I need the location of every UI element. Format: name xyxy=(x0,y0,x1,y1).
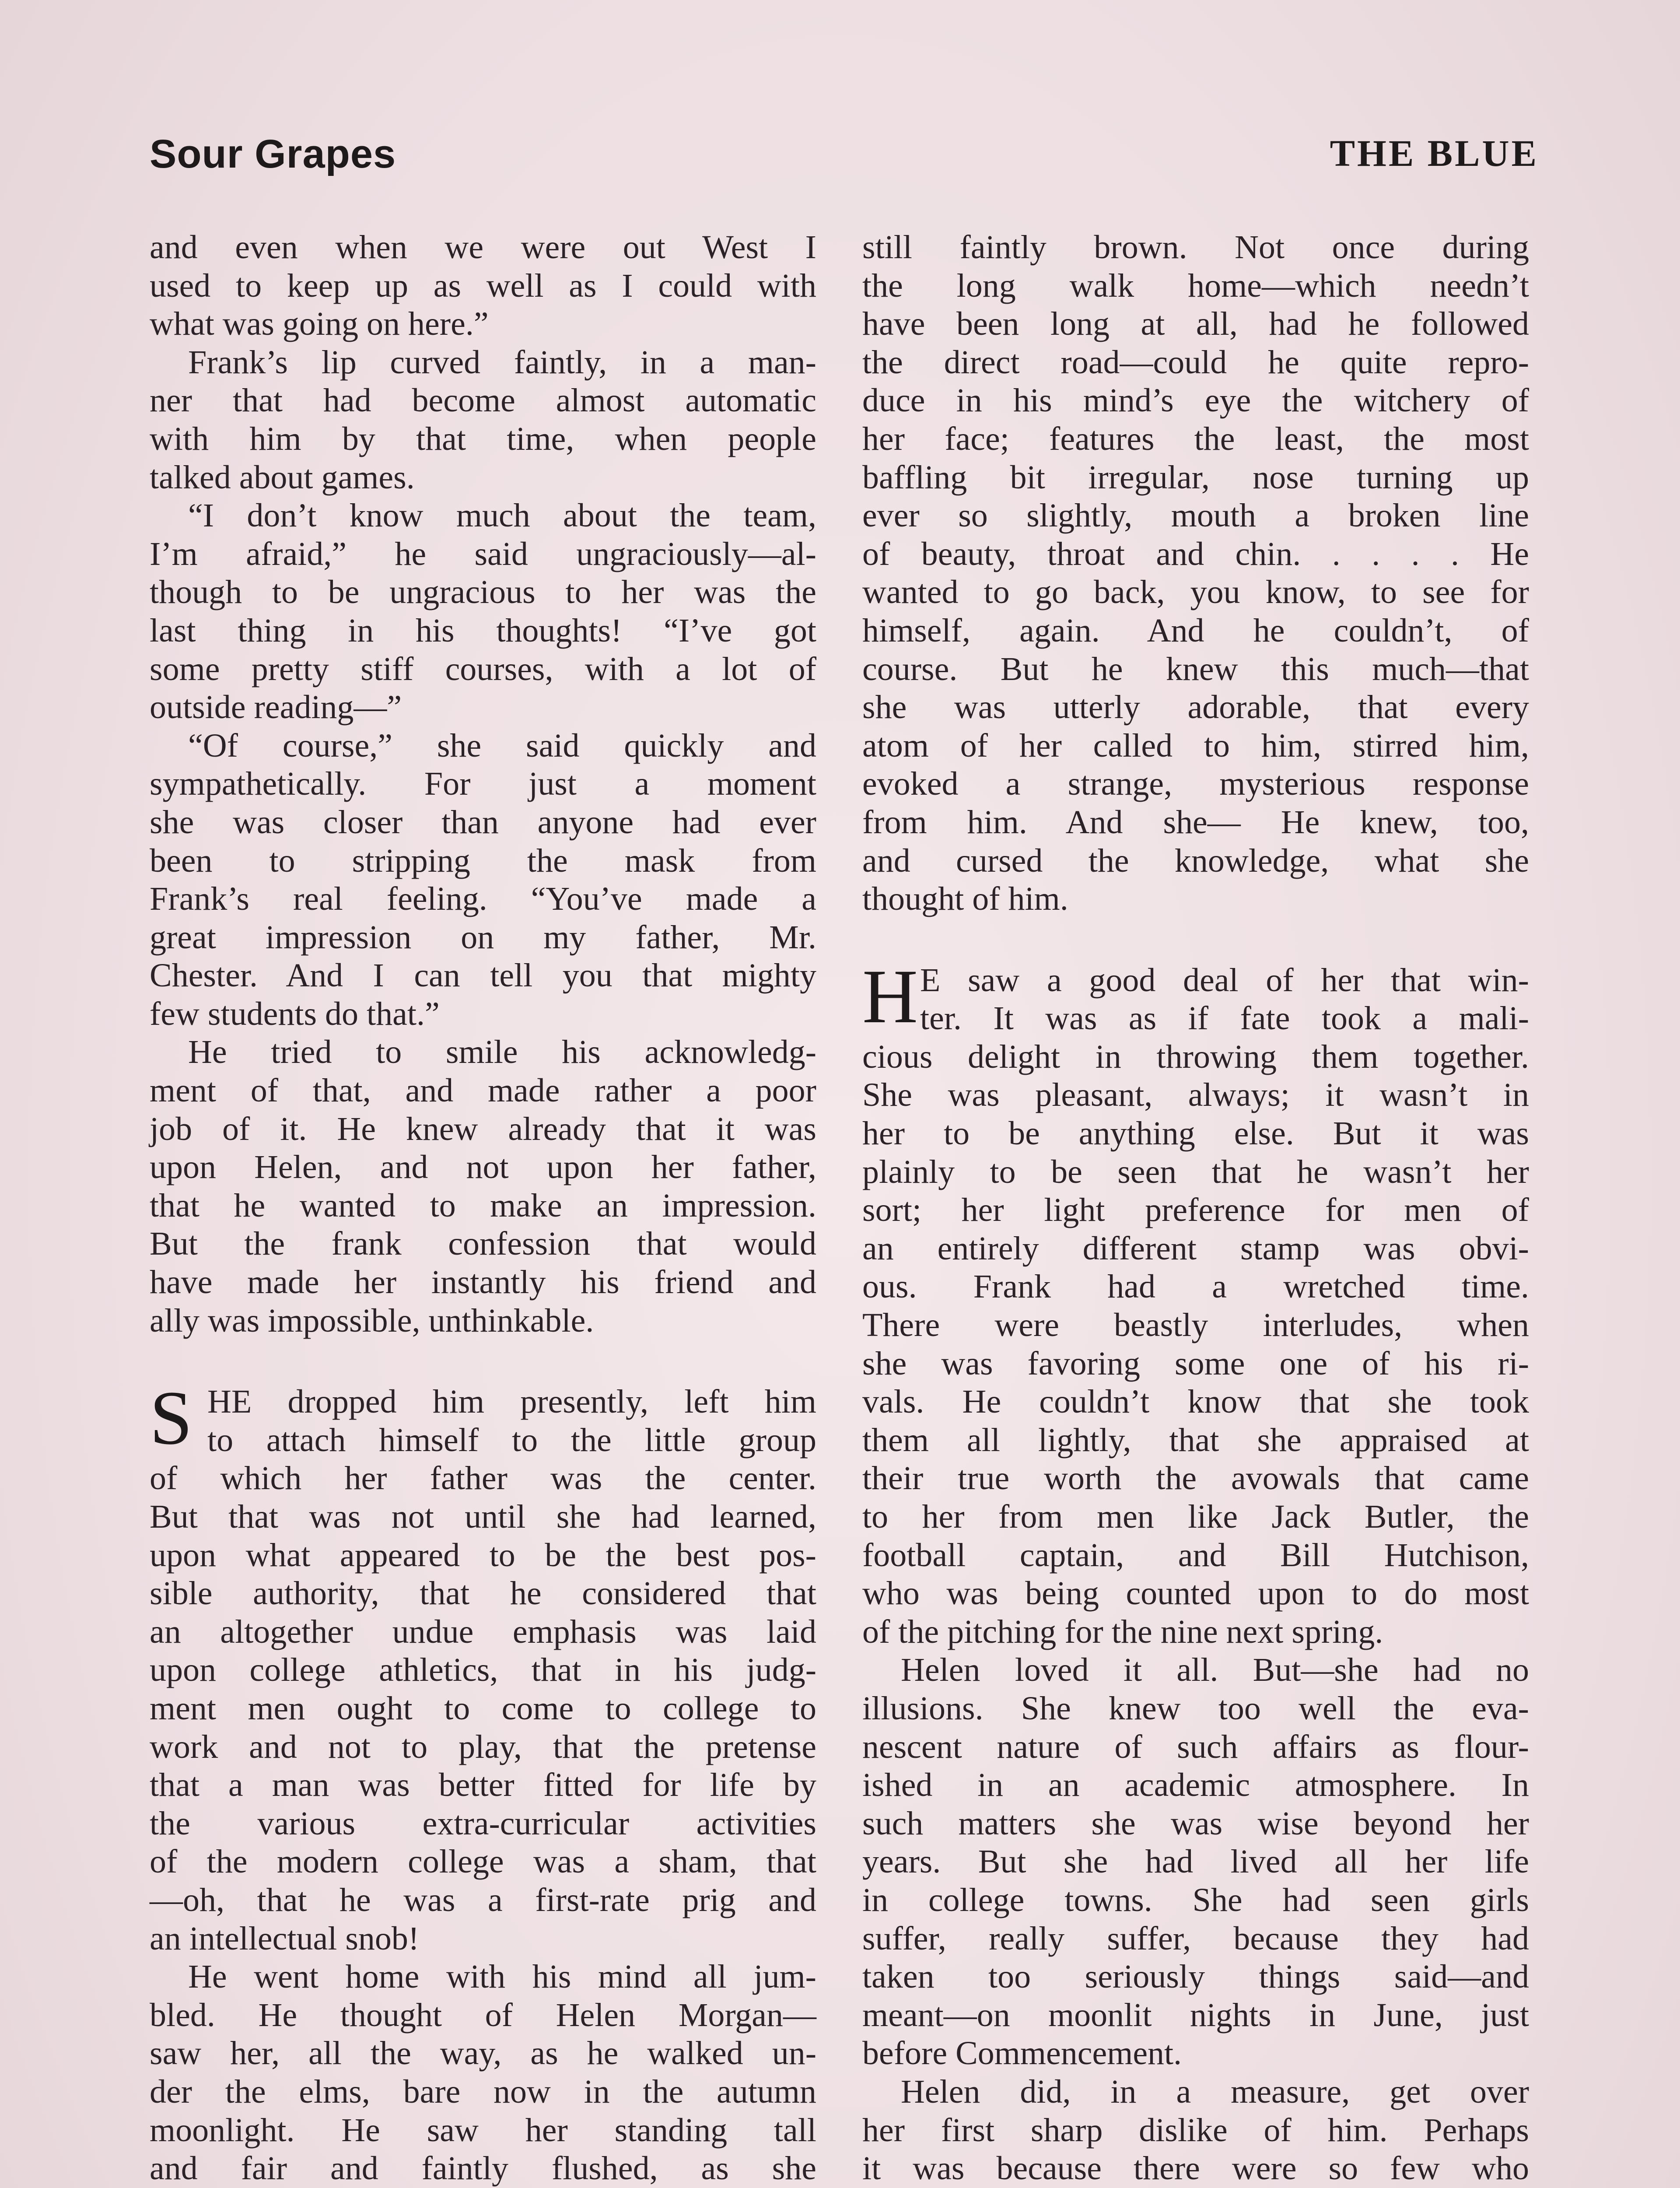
text-line: her first sharp dislike of him. Perhaps xyxy=(862,2111,1529,2149)
text-line: saw her, all the way, as he walked un- xyxy=(150,2035,816,2072)
text-line: them all lightly, that she appraised at xyxy=(862,1421,1529,1459)
text-line: But that was not until she had learned, xyxy=(150,1498,816,1535)
text-line: who was being counted upon to do most xyxy=(862,1575,1529,1612)
text-line: She was pleasant, always; it wasn’t in xyxy=(862,1076,1529,1114)
text-line: evoked a strange, mysterious response xyxy=(862,765,1529,803)
text-line: her to be anything else. But it was xyxy=(862,1115,1529,1152)
text-line: such matters she was wise beyond her xyxy=(862,1805,1529,1842)
text-line: E saw a good deal of her that win- xyxy=(920,961,1529,999)
text-line: He tried to smile his acknowledg- xyxy=(188,1034,816,1071)
text-line: and fair and faintly flushed, as she xyxy=(150,2150,816,2187)
text-line: He went home with his mind all jum- xyxy=(188,1958,816,1995)
text-line: been to stripping the mask from xyxy=(150,842,816,879)
text-line: an intellectual snob! xyxy=(150,1920,420,1957)
text-line: talked about games. xyxy=(150,459,415,496)
drop-cap-s: S xyxy=(150,1375,192,1461)
text-line: sympathetically. For just a moment xyxy=(150,765,816,803)
text-line: sort; her light preference for men of xyxy=(862,1192,1529,1229)
right-column-part-1 xyxy=(862,228,1529,919)
text-line: that he wanted to make an impression. xyxy=(150,1187,816,1224)
text-line: nescent nature of such affairs as flour- xyxy=(862,1728,1529,1765)
text-line: still faintly brown. Not once during xyxy=(862,229,1529,266)
text-line: though to be ungracious to her was the xyxy=(150,574,816,611)
text-line: taken too seriously things said—and xyxy=(862,1958,1529,1995)
right-column xyxy=(862,228,1529,2188)
text-line: vals. He couldn’t know that she took xyxy=(862,1383,1529,1420)
text-line: Frank’s real feeling. “You’ve made a xyxy=(150,880,816,918)
text-line: and even when we were out West I xyxy=(150,229,816,266)
text-line: There were beastly interludes, when xyxy=(862,1307,1529,1344)
drop-cap-h: H xyxy=(862,954,918,1039)
text-line: an altogether undue emphasis was laid xyxy=(150,1613,816,1650)
text-line: some pretty stiff courses, with a lot of xyxy=(150,650,816,687)
text-line: it was because there were so few who xyxy=(862,2150,1529,2187)
text-line: Frank’s lip curved faintly, in a man- xyxy=(188,344,816,381)
text-line: wanted to go back, you know, to see for xyxy=(862,574,1529,611)
section-break-h xyxy=(862,954,1529,1039)
text-line: she was favoring some one of his ri- xyxy=(862,1345,1529,1382)
text-line: the direct road—could he quite repro- xyxy=(862,344,1529,381)
text-line: in college towns. She had seen girls xyxy=(862,1881,1529,1918)
text-line: years. But she had lived all her life xyxy=(862,1843,1529,1880)
text-line: of beauty, throat and chin. . . . . He xyxy=(862,535,1529,572)
text-line: of the modern college was a sham, that xyxy=(150,1843,816,1880)
text-line: “Of course,” she said quickly and xyxy=(188,727,816,764)
text-line: upon what appeared to be the best pos- xyxy=(150,1536,816,1574)
text-line: baffling bit irregular, nose turning up xyxy=(862,459,1529,496)
text-line: ter. It was as if fate took a mali- xyxy=(920,1000,1529,1037)
text-line: ished in an academic atmosphere. In xyxy=(862,1767,1529,1804)
text-line: ment men ought to come to college to xyxy=(150,1690,816,1727)
text-line: “I don’t know much about the team, xyxy=(188,497,816,534)
text-line: have made her instantly his friend and xyxy=(150,1264,816,1301)
section-gap xyxy=(150,1340,816,1383)
text-line: have been long at all, had he followed xyxy=(862,305,1529,343)
text-line: last thing in his thoughts! “I’ve got xyxy=(150,612,816,649)
text-line: what was going on here.” xyxy=(150,305,489,343)
text-line: an entirely different stamp was obvi- xyxy=(862,1230,1529,1267)
text-line: sible authority, that he considered that xyxy=(150,1575,816,1612)
text-line: she was closer than anyone had ever xyxy=(150,803,816,841)
text-line: himself, again. And he couldn’t, of xyxy=(862,612,1529,649)
text-line: ment of that, and made rather a poor xyxy=(150,1072,816,1109)
text-line: der the elms, bare now in the autumn xyxy=(150,2073,816,2110)
text-line: of which her father was the center. xyxy=(150,1460,816,1497)
text-line: from him. And she— He knew, too, xyxy=(862,803,1529,841)
text-line: great impression on my father, Mr. xyxy=(150,919,816,956)
story-title-header: Sour Grapes xyxy=(150,132,396,176)
text-line: cious delight in throwing them together. xyxy=(862,1038,1529,1075)
text-line: meant—on moonlit nights in June, just xyxy=(862,1996,1529,2034)
text-line: her face; features the least, the most xyxy=(862,420,1529,457)
text-line: Helen did, in a measure, get over xyxy=(901,2073,1529,2110)
text-line: work and not to play, that the pretense xyxy=(150,1728,816,1765)
text-line: to attach himself to the little group xyxy=(207,1421,816,1459)
right-column-part-2 xyxy=(862,1038,1529,2188)
text-line: plainly to be seen that he wasn’t her xyxy=(862,1153,1529,1190)
text-line: suffer, really suffer, because they had xyxy=(862,1920,1529,1957)
text-line: she was utterly adorable, that every xyxy=(862,689,1529,726)
text-line: ally was impossible, unthinkable. xyxy=(150,1302,594,1339)
text-line: ever so slightly, mouth a broken line xyxy=(862,497,1529,534)
text-line: atom of her called to him, stirred him, xyxy=(862,727,1529,764)
text-line: to her from men like Jack Butler, the xyxy=(862,1498,1529,1535)
text-line: job of it. He knew already that it was xyxy=(150,1110,816,1147)
text-line: illusions. She knew too well the eva- xyxy=(862,1690,1529,1727)
text-line: their true worth the avowals that came xyxy=(862,1460,1529,1497)
text-line: the long walk home—which needn’t xyxy=(862,267,1529,304)
text-line: the various extra-curricular activities xyxy=(150,1805,816,1842)
running-head xyxy=(150,131,1539,193)
text-line: used to keep up as well as I could with xyxy=(150,267,816,304)
text-line: upon Helen, and not upon her father, xyxy=(150,1149,816,1186)
text-line: duce in his mind’s eye the witchery of xyxy=(862,382,1529,419)
text-line: moonlight. He saw her standing tall xyxy=(150,2111,816,2149)
text-line: of the pitching for the nine next spring. xyxy=(862,1613,1383,1650)
text-line: ous. Frank had a wretched time. xyxy=(862,1268,1529,1305)
text-line: ner that had become almost automatic xyxy=(150,382,816,419)
text-line: with him by that time, when people xyxy=(150,420,816,457)
text-line: Helen loved it all. But—she had no xyxy=(901,1652,1529,1689)
section-gap xyxy=(862,919,1529,961)
text-line: few students do that.” xyxy=(150,995,440,1032)
text-line: I’m afraid,” he said ungraciously—al- xyxy=(150,535,816,572)
left-column-part-2 xyxy=(150,1459,816,2188)
text-line: football captain, and Bill Hutchison, xyxy=(862,1536,1529,1574)
text-line: HE dropped him presently, left him xyxy=(207,1383,816,1420)
text-line: thought of him. xyxy=(862,880,1068,918)
text-line: course. But he knew this much—that xyxy=(862,650,1529,687)
left-column-part-1 xyxy=(150,228,816,1340)
text-line: Chester. And I can tell you that mighty xyxy=(150,957,816,994)
text-line: outside reading—” xyxy=(150,689,402,726)
magazine-title-header: THE BLUE xyxy=(1330,132,1539,174)
left-column xyxy=(150,228,816,2188)
text-line: upon college athletics, that in his judg- xyxy=(150,1652,816,1689)
text-line: But the frank confession that would xyxy=(150,1225,816,1262)
section-break-s xyxy=(150,1375,816,1461)
text-line: —oh, that he was a first-rate prig and xyxy=(150,1881,816,1918)
text-line: and cursed the knowledge, what she xyxy=(862,842,1529,879)
text-line: that a man was better fitted for life by xyxy=(150,1767,816,1804)
text-line: bled. He thought of Helen Morgan— xyxy=(150,1996,816,2034)
text-line: before Commencement. xyxy=(862,2035,1182,2072)
